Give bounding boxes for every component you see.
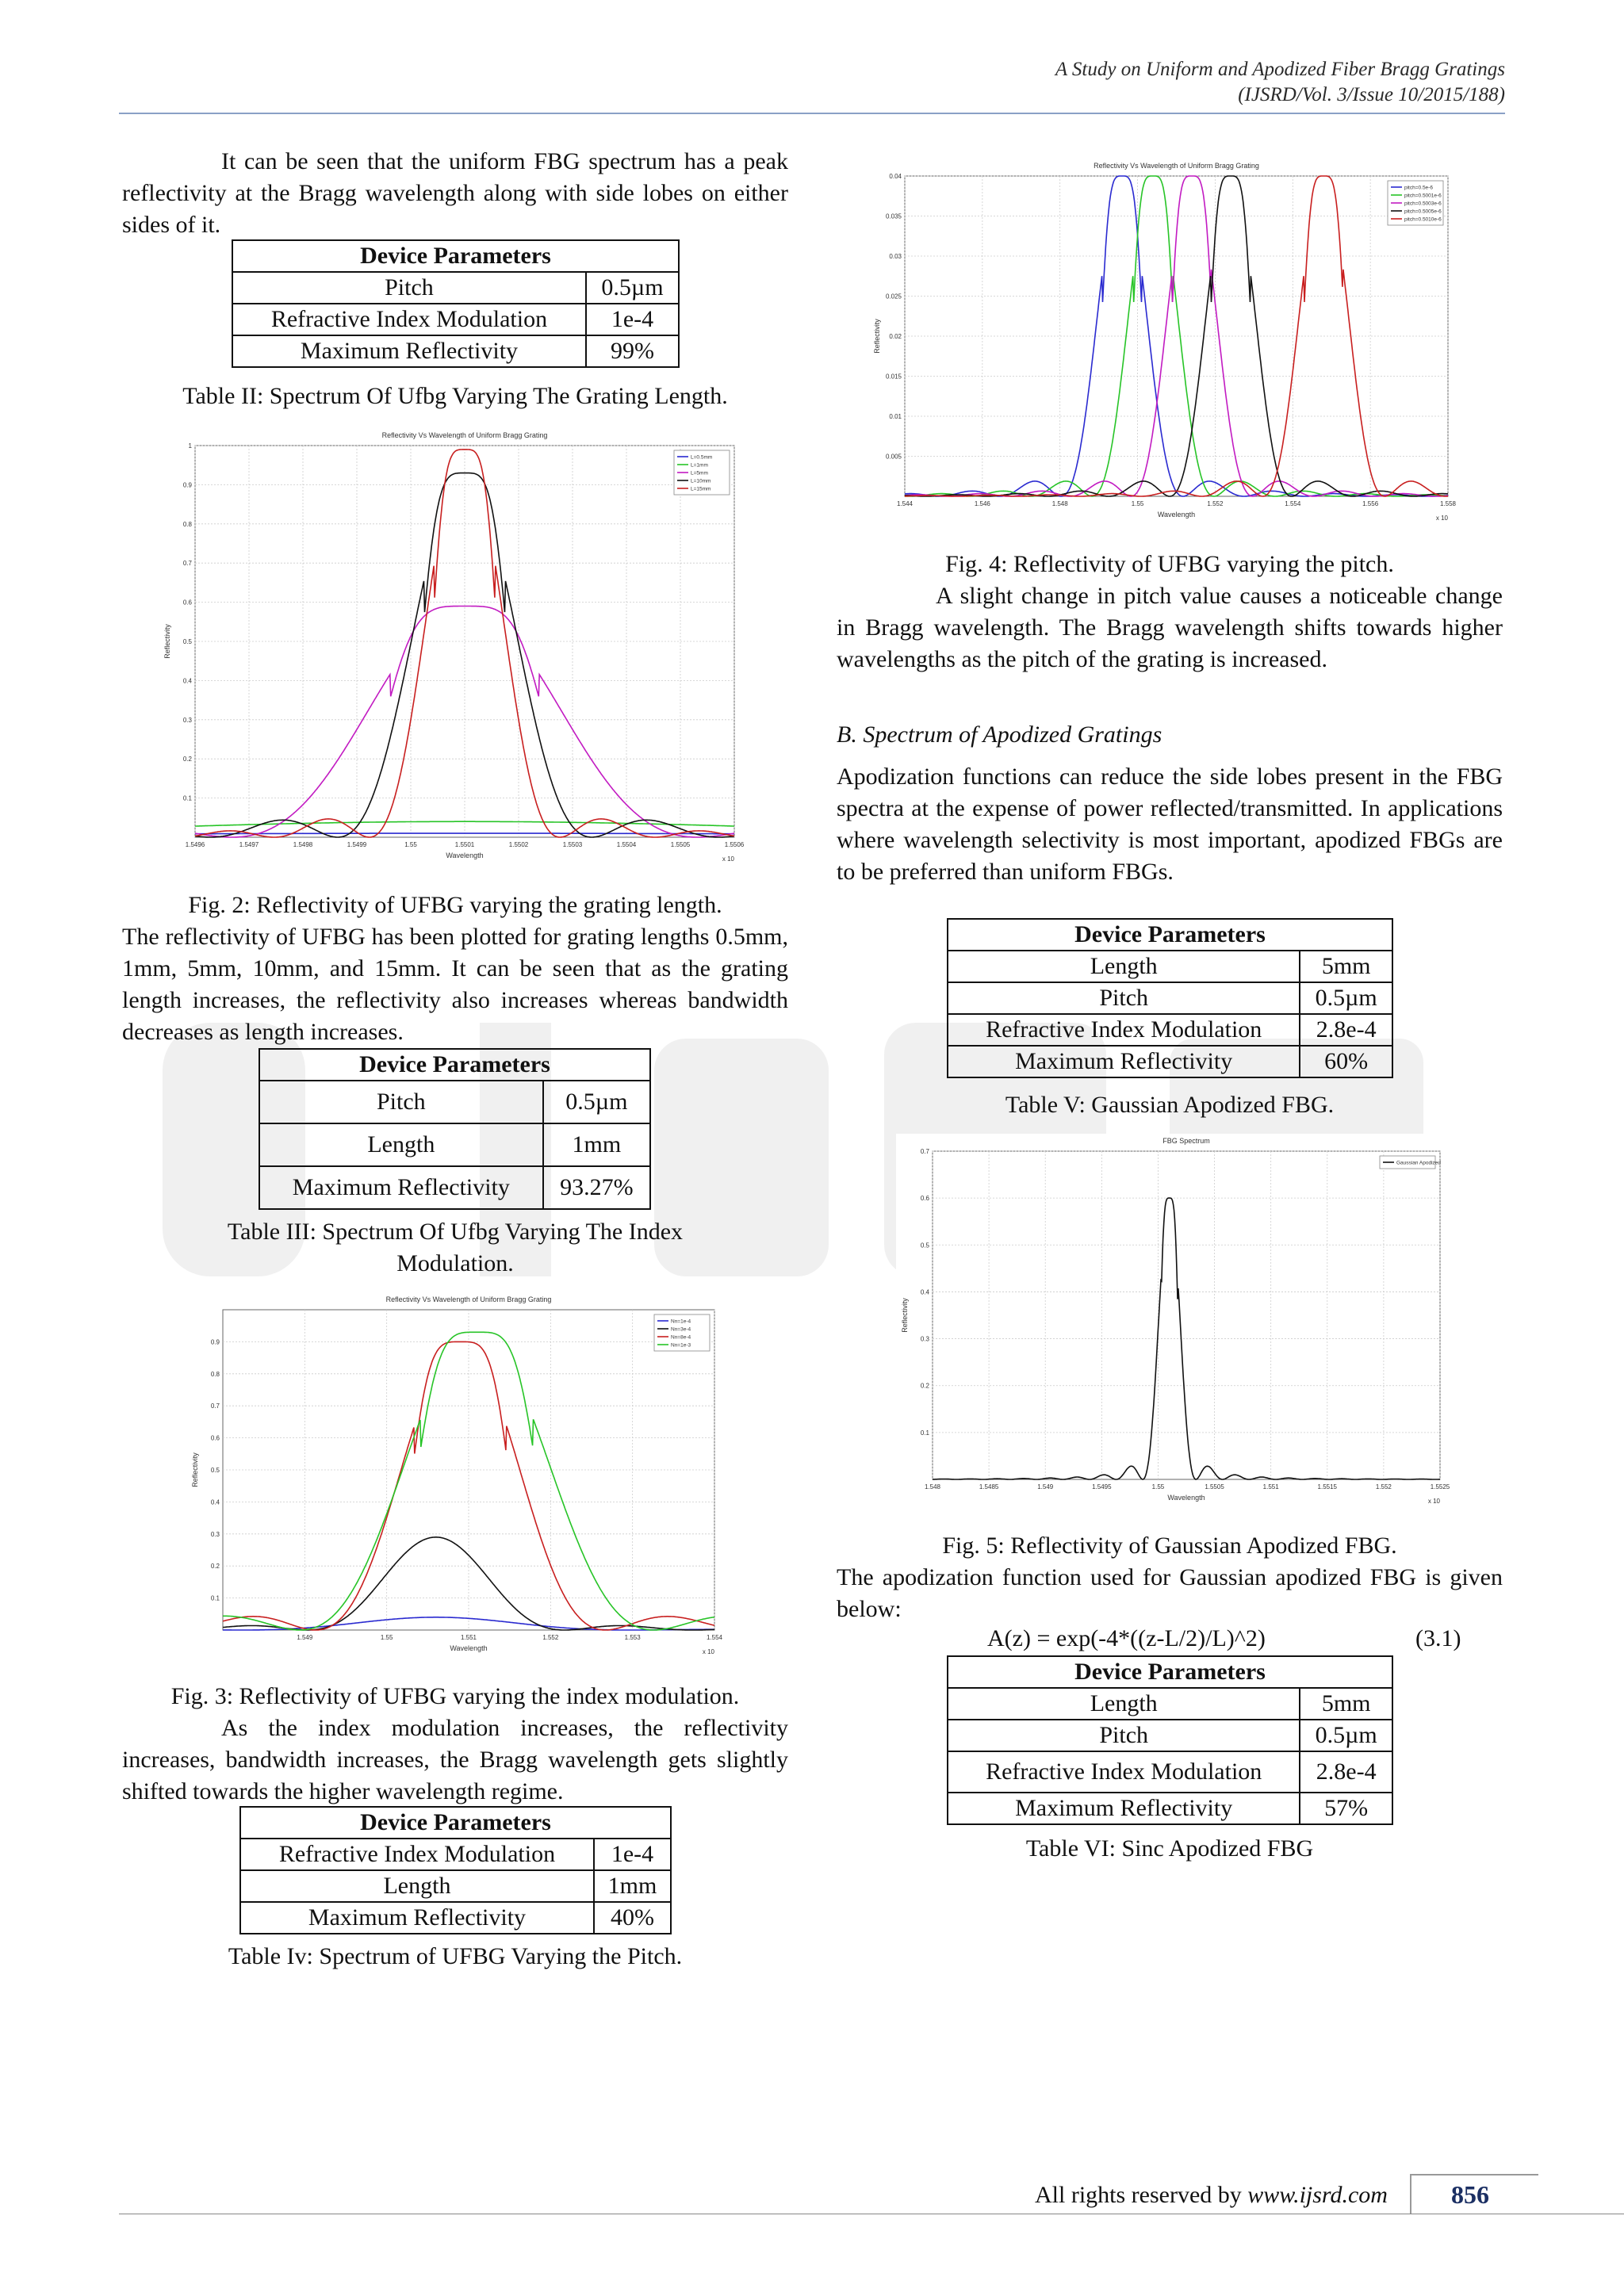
table-cell: Maximum Reflectivity (948, 1793, 1300, 1824)
x-tick-label: 1.5505 (1205, 1483, 1224, 1490)
x-axis-multiplier: x 10 (1427, 1498, 1440, 1505)
table-cell: 2.8e-4 (1300, 1014, 1392, 1046)
footer-text: All rights reserved by (1035, 2182, 1248, 2208)
fig-3-caption: Fig. 3: Reflectivity of UFBG varying the index modulation. (170, 1683, 740, 1709)
x-axis-label: Wavelength (450, 1644, 488, 1652)
x-tick-label: 1.551 (1262, 1483, 1279, 1490)
y-tick-label: 0.6 (182, 599, 192, 607)
legend-label: Nn=3e-4 (671, 1326, 691, 1333)
chart-svg-fig5 (896, 1134, 1451, 1514)
y-tick-label: 0.4 (210, 1498, 220, 1506)
paragraph-gaussian-function: The apodization function used for Gaussian apodized FBG is given below: (837, 1564, 1503, 1622)
legend-label: Nn=1e-4 (671, 1318, 691, 1325)
table-row (259, 1081, 650, 1123)
figure-4-chart (868, 159, 1459, 531)
table-row (232, 272, 679, 304)
x-tick-label: 1.5485 (979, 1483, 999, 1490)
table-cell: Maximum Reflectivity (259, 1166, 543, 1209)
x-tick-label: 1.553 (624, 1634, 641, 1641)
table-cell: Length (948, 951, 1300, 982)
x-axis-multiplier: x 10 (1435, 515, 1448, 522)
table-cell: 1e-4 (594, 1839, 671, 1870)
equation: A(z) = exp(-4*((z-L/2)/L)^2) (987, 1625, 1266, 1651)
y-axis-label: Reflectivity (191, 1452, 199, 1487)
table-row (232, 304, 679, 335)
y-tick-label: 0.2 (920, 1382, 929, 1390)
table-row (948, 1046, 1392, 1077)
table-cell: Maximum Reflectivity (948, 1046, 1300, 1077)
y-axis-label: Reflectivity (901, 1298, 909, 1333)
x-axis-multiplier: x 10 (702, 1648, 714, 1655)
table-header: Device Parameters (948, 919, 1392, 951)
section-heading-apodized: B. Spectrum of Apodized Gratings (837, 721, 1162, 748)
table-row (948, 1751, 1392, 1793)
series-line (195, 833, 734, 834)
table-row (948, 1014, 1392, 1046)
x-tick-label: 1.5495 (1092, 1483, 1112, 1490)
x-tick-label: 1.549 (297, 1634, 313, 1641)
chart-svg-fig3 (186, 1292, 726, 1665)
figure-2-chart (159, 428, 745, 872)
paragraph-grating-length: The reflectivity of UFBG has been plotted for grating lengths 0.5mm, 1mm, 5mm, 10mm, and 15mm. It can be seen that as the grating length increases, the reflectivity also increases whereas bandwidth decreases as length increases. (122, 924, 788, 1045)
y-tick-label: 0.03 (889, 253, 902, 260)
y-tick-label: 0.3 (210, 1530, 220, 1538)
equation-number: (3.1) (1415, 1625, 1461, 1651)
table-cell: 40% (594, 1902, 671, 1934)
x-tick-label: 1.548 (924, 1483, 941, 1490)
x-tick-label: 1.5505 (670, 841, 691, 848)
running-header-title: A Study on Uniform and Apodized Fiber Bragg Gratings (1055, 59, 1505, 80)
x-tick-label: 1.5503 (562, 841, 583, 848)
x-tick-label: 1.544 (896, 500, 914, 507)
paragraph-apodization: Apodization functions can reduce the side lobes present in the FBG spectra at the expense of power reflected/transmitted. In applications where wavelength selectivity is most important, apodized FBGs are to be preferred than uniform FBGs. (837, 763, 1503, 885)
chart-svg-fig4 (868, 159, 1459, 531)
x-tick-label: 1.5499 (347, 841, 367, 848)
x-tick-label: 1.5501 (454, 841, 475, 848)
plot-area (905, 176, 1448, 496)
figure-3-chart (186, 1292, 726, 1665)
table-header: Device Parameters (240, 1807, 671, 1839)
table-row (240, 1839, 671, 1870)
x-axis-label: Wavelength (446, 851, 484, 859)
x-axis-label: Wavelength (1167, 1494, 1205, 1502)
legend-label: L=1mm (691, 462, 708, 469)
figure-5-chart (896, 1134, 1451, 1514)
table-vi-caption: Table VI: Sinc Apodized FBG (1025, 1835, 1314, 1862)
legend-label: Gaussian Apodized (1396, 1160, 1442, 1166)
y-tick-label: 0.025 (885, 293, 902, 300)
x-tick-label: 1.554 (706, 1634, 723, 1641)
x-tick-label: 1.5504 (616, 841, 637, 848)
table-row (948, 982, 1392, 1014)
table-cell: Refractive Index Modulation (232, 304, 586, 335)
table-header: Device Parameters (232, 240, 679, 272)
table-cell: Refractive Index Modulation (240, 1839, 594, 1870)
y-axis-label: Reflectivity (873, 319, 881, 354)
x-tick-label: 1.552 (1207, 500, 1224, 507)
x-tick-label: 1.556 (1362, 500, 1379, 507)
chart-title: Reflectivity Vs Wavelength of Uniform Bragg Grating (381, 431, 548, 439)
x-tick-label: 1.5497 (239, 841, 259, 848)
table-cell: 1mm (594, 1870, 671, 1902)
y-tick-label: 0.4 (182, 677, 192, 685)
chart-title: FBG Spectrum (1162, 1137, 1210, 1145)
table-cell: 57% (1300, 1793, 1392, 1824)
device-parameters-table-5 (947, 1655, 1393, 1825)
y-tick-label: 0.015 (885, 373, 902, 381)
legend-label: Nn=1e-3 (671, 1342, 691, 1349)
y-tick-label: 0.04 (889, 173, 902, 180)
y-tick-label: 0.9 (182, 481, 192, 489)
x-tick-label: 1.554 (1285, 500, 1301, 507)
y-tick-label: 0.3 (182, 716, 192, 724)
table-cell: Refractive Index Modulation (948, 1751, 1300, 1793)
legend-label: Nn=8e-4 (671, 1334, 691, 1341)
device-parameters-table-4 (947, 918, 1393, 1078)
table-row (259, 1123, 650, 1166)
table-cell: 1e-4 (586, 304, 679, 335)
table-v-caption: Table V: Gaussian Apodized FBG. (1005, 1092, 1335, 1118)
y-tick-label: 0.4 (920, 1288, 929, 1296)
table-cell: 0.5µm (586, 272, 679, 304)
y-tick-label: 0.1 (920, 1429, 929, 1437)
x-tick-label: 1.548 (1051, 500, 1068, 507)
y-tick-label: 0.7 (182, 560, 192, 568)
table-cell: Pitch (948, 1720, 1300, 1751)
table-cell: 93.27% (543, 1166, 650, 1209)
y-tick-label: 0.7 (920, 1148, 929, 1155)
table-ii-caption: Table II: Spectrum Of Ufbg Varying The Grating Length. (182, 383, 728, 409)
chart-svg-fig2 (159, 428, 745, 872)
y-tick-label: 0.5 (210, 1467, 220, 1474)
table-cell: Length (948, 1688, 1300, 1720)
table-cell: Length (259, 1123, 543, 1166)
x-tick-label: 1.549 (1037, 1483, 1054, 1490)
y-tick-label: 0.01 (889, 413, 902, 420)
x-tick-label: 1.55 (404, 841, 417, 848)
y-tick-label: 0.5 (920, 1242, 929, 1249)
table-row (948, 951, 1392, 982)
y-tick-label: 0.2 (182, 756, 192, 763)
table-cell: 5mm (1300, 951, 1392, 982)
y-axis-label: Reflectivity (163, 624, 171, 659)
footer-site-link[interactable]: www.ijsrd.com (1247, 2182, 1388, 2208)
y-tick-label: 0.7 (210, 1402, 220, 1410)
y-tick-label: 0.6 (210, 1434, 220, 1442)
legend-label: L=5mm (691, 470, 708, 476)
legend-label: pitch=0.5005e-6 (1404, 209, 1442, 215)
table-cell: 5mm (1300, 1688, 1392, 1720)
table-row (240, 1870, 671, 1902)
paragraph-index-modulation: As the index modulation increases, the reflectivity increases, bandwidth increases, the Bragg wavelength gets slightly shifted towards the higher wavelength regime. (122, 1715, 788, 1804)
table-cell: 1mm (543, 1123, 650, 1166)
table-row (948, 1720, 1392, 1751)
device-parameters-table-2 (259, 1048, 651, 1210)
y-tick-label: 0.6 (920, 1195, 929, 1203)
chart-title: Reflectivity Vs Wavelength of Uniform Bragg Grating (1094, 162, 1259, 170)
table-row (948, 1688, 1392, 1720)
fig-2-caption: Fig. 2: Reflectivity of UFBG varying the grating length. (188, 892, 722, 918)
table-cell: Pitch (232, 272, 586, 304)
table-header: Device Parameters (948, 1656, 1392, 1688)
table-cell: Maximum Reflectivity (232, 335, 586, 367)
table-cell: 0.5µm (1300, 982, 1392, 1014)
y-tick-label: 0.2 (210, 1563, 220, 1571)
x-axis-label: Wavelength (1157, 511, 1196, 519)
table-cell: Length (240, 1870, 594, 1902)
y-tick-label: 0.1 (210, 1594, 220, 1602)
x-axis-multiplier: x 10 (722, 855, 734, 863)
x-tick-label: 1.55 (1131, 500, 1144, 507)
x-tick-label: 1.5525 (1430, 1483, 1450, 1490)
page-number: 856 (1451, 2180, 1489, 2209)
fig-5-caption: Fig. 5: Reflectivity of Gaussian Apodized FBG. (942, 1533, 1397, 1559)
table-iii-caption-line2: Modulation. (396, 1250, 514, 1276)
table-iii-caption-line1: Table III: Spectrum Of Ufbg Varying The Index (227, 1219, 684, 1245)
table-row (948, 1793, 1392, 1824)
x-tick-label: 1.551 (460, 1634, 477, 1641)
y-tick-label: 0.035 (885, 212, 902, 220)
x-tick-label: 1.552 (542, 1634, 559, 1641)
table-cell: Pitch (259, 1081, 543, 1123)
table-cell: 2.8e-4 (1300, 1751, 1392, 1793)
legend-label: L=15mm (691, 486, 711, 492)
x-tick-label: 1.552 (1375, 1483, 1392, 1490)
table-header: Device Parameters (259, 1049, 650, 1081)
footer-rights (1035, 2182, 1388, 2209)
legend-label: L=10mm (691, 478, 711, 484)
x-tick-label: 1.558 (1439, 500, 1457, 507)
plot-area (933, 1151, 1440, 1479)
paragraph-pitch: A slight change in pitch value causes a noticeable change in Bragg wavelength. The Bragg wavelength shifts towards higher wavelengths as the pitch of the grating is increased. (837, 583, 1503, 672)
x-tick-label: 1.5498 (293, 841, 313, 848)
table-cell: 0.5µm (543, 1081, 650, 1123)
table-cell: Refractive Index Modulation (948, 1014, 1300, 1046)
y-tick-label: 0.005 (885, 453, 902, 461)
table-cell: Pitch (948, 982, 1300, 1014)
y-tick-label: 1 (188, 442, 192, 450)
y-tick-label: 0.1 (182, 794, 192, 802)
x-tick-label: 1.5506 (724, 841, 745, 848)
table-cell: 99% (586, 335, 679, 367)
fig-4-caption: Fig. 4: Reflectivity of UFBG varying the pitch. (945, 551, 1394, 577)
table-row (232, 335, 679, 367)
chart-title: Reflectivity Vs Wavelength of Uniform Bragg Grating (385, 1295, 552, 1303)
table-iv-caption: Table Iv: Spectrum of UFBG Varying the Pitch. (228, 1943, 683, 1969)
device-parameters-table-1 (232, 239, 680, 368)
x-tick-label: 1.5502 (508, 841, 529, 848)
device-parameters-table-3 (239, 1806, 672, 1934)
header-rule (119, 113, 1505, 114)
y-tick-label: 0.02 (889, 333, 902, 340)
legend-label: pitch=0.5003e-6 (1404, 201, 1442, 207)
y-tick-label: 0.8 (210, 1370, 220, 1378)
y-tick-label: 0.5 (182, 638, 192, 645)
paragraph-uniform-spectrum: It can be seen that the uniform FBG spectrum has a peak reflectivity at the Bragg wavelength along with side lobes on either sides of it. (122, 148, 788, 238)
legend-label: L=0.5mm (691, 454, 713, 461)
legend-label: pitch=0.5e-6 (1404, 185, 1433, 191)
running-header-citation: (IJSRD/Vol. 3/Issue 10/2015/188) (1238, 84, 1505, 105)
x-tick-label: 1.5496 (185, 841, 205, 848)
table-cell: 60% (1300, 1046, 1392, 1077)
x-tick-label: 1.5515 (1317, 1483, 1338, 1490)
y-tick-label: 0.9 (210, 1338, 220, 1346)
legend-label: pitch=0.5010e-6 (1404, 216, 1442, 223)
x-tick-label: 1.55 (380, 1634, 393, 1641)
x-tick-label: 1.55 (1151, 1483, 1165, 1490)
legend-label: pitch=0.5001e-6 (1404, 193, 1442, 199)
table-row (259, 1166, 650, 1209)
table-cell: 0.5µm (1300, 1720, 1392, 1751)
x-tick-label: 1.546 (974, 500, 990, 507)
y-tick-label: 0.3 (920, 1335, 929, 1343)
table-row (240, 1902, 671, 1934)
table-cell: Maximum Reflectivity (240, 1902, 594, 1934)
y-tick-label: 0.8 (182, 520, 192, 528)
